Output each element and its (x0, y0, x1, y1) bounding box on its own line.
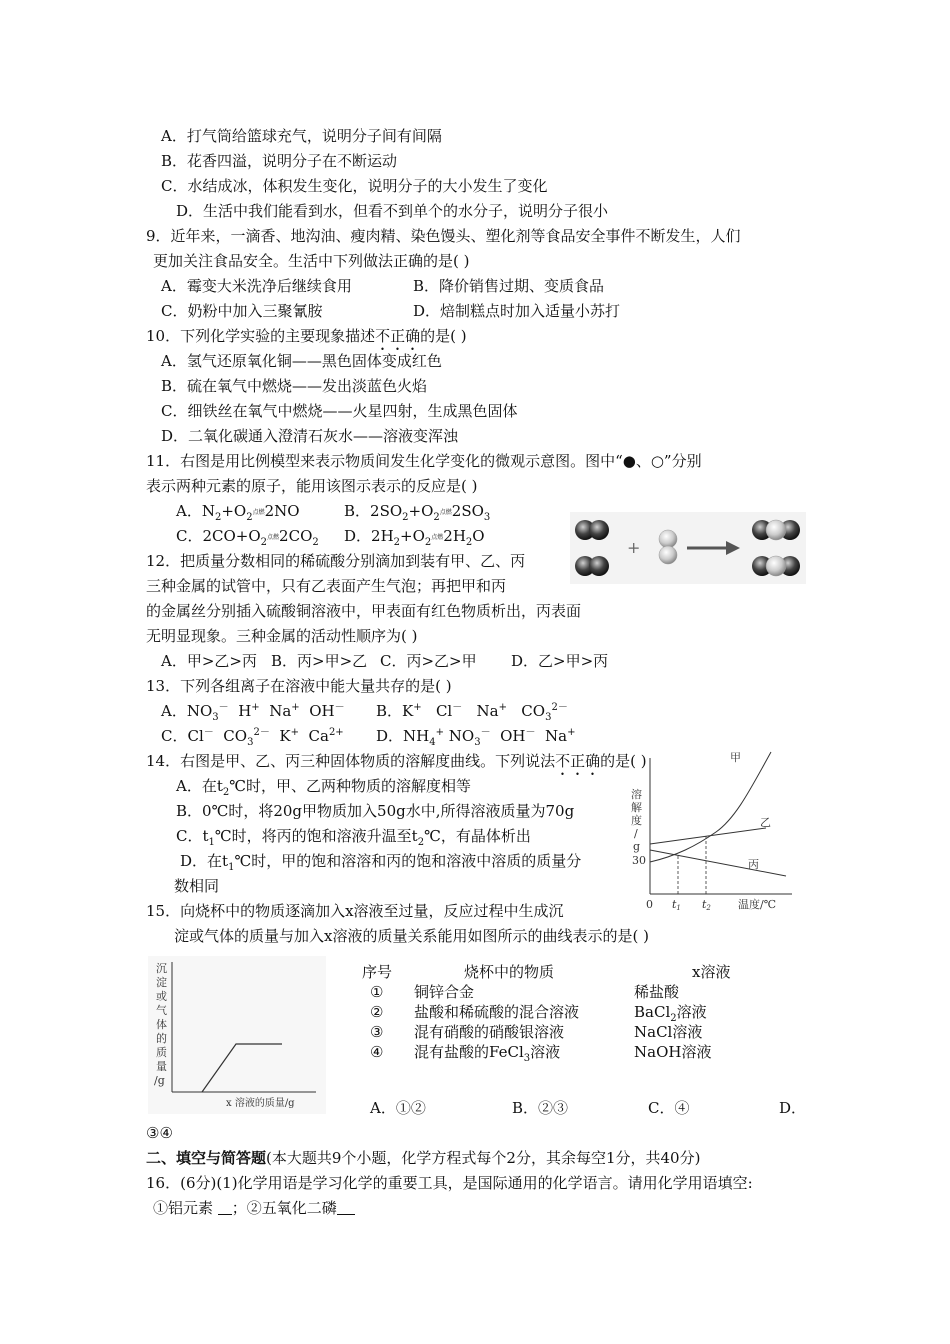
table-row-4-substance: 混有盐酸的FeCl$_3$溶液 (414, 1043, 561, 1064)
q16-part1: ①铝元素 ；②五氧化二磷 (153, 1198, 355, 1218)
q15-option-c: C．④ (648, 1099, 690, 1117)
product-molecule-2 (752, 556, 800, 576)
q12-option-c: C．丙>乙>甲 (380, 652, 477, 670)
q12-stem-4: 无明显现象。三种金属的活动性顺序为( ) (146, 627, 418, 645)
svg-text:气: 气 (156, 1004, 167, 1017)
q15-option-b: B．②③ (512, 1099, 569, 1117)
table-row-1-substance: 铜锌合金 (414, 983, 475, 1001)
q11-stem: 11．右图是用比例模型来表示物质间发生化学变化的微观示意图。图中“●、○”分别 (146, 452, 702, 470)
q10-option-c: C．细铁丝在氧气中燃烧——火星四射，生成黑色固体 (161, 402, 518, 420)
svg-text:量: 量 (156, 1060, 167, 1073)
q13-option-d: D．$NH_4^+$ $NO_3^-$ OH－ Na+ (376, 727, 576, 748)
table-row-4-x: NaOH溶液 (634, 1043, 712, 1061)
table-row-1-x: 稀盐酸 (634, 983, 680, 1001)
table-row-3-x: NaCl溶液 (634, 1023, 703, 1041)
svg-text:/g: /g (154, 1074, 165, 1087)
svg-text:度: 度 (631, 814, 642, 827)
q9-option-a: A．霉变大米洗净后继续食用 (161, 277, 352, 295)
curve-bing (650, 850, 786, 876)
q9-option-b: B．降价销售过期、变质食品 (413, 277, 605, 295)
q16-stem: 16．(6分)(1)化学用语是学习化学的重要工具，是国际通用的化学语言。请用化学用语填空: (146, 1174, 753, 1192)
svg-text:或: 或 (156, 990, 167, 1003)
q14-option-b: B．0℃时，将20g甲物质加入50g水中,所得溶液质量为70g (176, 802, 575, 820)
svg-text:/: / (634, 827, 638, 840)
q9-stem-cont: 更加关注食品安全。生活中下列做法正确的是( ) (153, 252, 470, 270)
table-row-3-no: ③ (370, 1023, 384, 1041)
mass-x-axis-label: x 溶液的质量/g (226, 1098, 295, 1109)
molecule-reaction-diagram (570, 512, 806, 584)
x-tick-0: 0 (646, 898, 653, 911)
x-tick-t1: t1 (672, 898, 681, 912)
q12-stem: 12．把质量分数相同的稀硫酸分别滴加到装有甲、乙、丙 (146, 552, 526, 570)
q13-option-b: B．K+ Cl－ Na+ $CO_3^{2-}$ (376, 702, 568, 723)
svg-text:沉: 沉 (156, 962, 167, 975)
q12-option-d: D．乙>甲>丙 (511, 652, 609, 670)
svg-text:溶: 溶 (631, 788, 642, 801)
q14-option-c: C．$t_1℃$时，将丙的饱和溶液升温至$t_2℃$，有晶体析出 (176, 827, 531, 848)
q8-option-c: C．水结成冰，体积发生变化，说明分子的大小发生了变化 (161, 177, 548, 195)
q12-stem-3: 的金属丝分别插入硫酸铜溶液中，甲表面有红色物质析出，丙表面 (146, 602, 582, 620)
q11-stem-cont: 表示两种元素的原子，能用该图示表示的反应是( ) (146, 477, 478, 495)
product-molecule-1 (752, 520, 800, 540)
q15-option-d-cont: ③④ (146, 1124, 173, 1142)
q8-option-a: A．打气筒给篮球充气，说明分子间有间隔 (161, 127, 442, 145)
plus-sign: + (627, 538, 641, 557)
q15-stem-cont: 淀或气体的质量与加入x溶液的质量关系能用如图所示的曲线表示的是( ) (174, 927, 649, 945)
table-header-x: x溶液 (692, 963, 731, 981)
svg-text:质: 质 (156, 1046, 167, 1059)
q9-stem: 9．近年来，一滴香、地沟油、瘦肉精、染色馒头、塑化剂等食品安全事件不断发生，人们 (146, 227, 741, 245)
q10-option-a: A．氢气还原氧化铜——黑色固体变成红色 (161, 352, 442, 370)
svg-text:的: 的 (156, 1032, 167, 1045)
q12-stem-2: 三种金属的试管中，只有乙表面产生气泡；再把甲和丙 (146, 577, 507, 595)
answer-blank-1 (218, 1200, 232, 1215)
q14-option-a: A．在$t_2℃$时，甲、乙两种物质的溶解度相等 (176, 777, 472, 798)
q13-option-c: C．Cl－ $CO_3^{2-}$ K+ $Ca^{2+}$ (161, 727, 344, 748)
svg-text:解: 解 (631, 801, 642, 814)
q9-option-d: D．焙制糕点时加入适量小苏打 (413, 302, 621, 320)
table-row-4-no: ④ (370, 1043, 384, 1061)
table-row-2-x: BaCl$_2$溶液 (634, 1003, 707, 1024)
table-row-2-no: ② (370, 1003, 384, 1021)
table-row-3-substance: 混有硝酸的硝酸银溶液 (414, 1023, 565, 1041)
reactant-molecule-1 (575, 520, 609, 540)
q11-option-c: C．$2CO+O_2$点燃$2CO_2$ (176, 527, 319, 548)
label-jia: 甲 (730, 751, 741, 764)
q13-option-a: A．$NO_3^-$ H+ Na+ OH－ (161, 702, 345, 723)
curve-yi (650, 828, 766, 844)
answer-blank-2 (337, 1200, 355, 1215)
y-tick-30: 30 (632, 854, 646, 867)
q11-option-b: B．$2SO_2+O_2$点燃$2SO_3$ (344, 502, 491, 523)
reactant-molecule-2 (575, 556, 609, 576)
svg-text:体: 体 (156, 1018, 167, 1031)
solubility-curve-chart (626, 748, 798, 916)
q9-option-c: C．奶粉中加入三聚氰胺 (161, 302, 323, 320)
label-yi: 乙 (760, 816, 771, 829)
x-axis-label: 温度/℃ (738, 898, 777, 911)
curve-jia (650, 752, 771, 862)
q12-option-b: B．丙>甲>乙 (271, 652, 368, 670)
mass-y-axis-label (154, 962, 167, 1087)
svg-text:g: g (633, 840, 641, 853)
q11-option-d: D．$2H_2+O_2$点燃$2H_2O$ (344, 527, 485, 548)
q15-stem: 15．向烧杯中的物质逐滴加入x溶液至过量，反应过程中生成沉 (146, 902, 564, 920)
q8-option-b: B．花香四溢，说明分子在不断运动 (161, 152, 398, 170)
q12-option-a: A．甲>乙>丙 (161, 652, 257, 670)
q14-stem: 14．右图是甲、乙、丙三种固体物质的溶解度曲线。下列说法不正确的是( ) (146, 752, 647, 770)
q8-option-d: D．生活中我们能看到水，但看不到单个的水分子，说明分子很小 (176, 202, 609, 220)
q15-option-a: A．①② (370, 1099, 426, 1117)
section-2-heading: 二、填空与简答题(本大题共9个小题，化学方程式每个2分，其余每空1分，共40分) (146, 1149, 701, 1167)
q14-option-d: D．在$t_1℃$时，甲的饱和溶溶和丙的饱和溶液中溶质的质量分 (180, 852, 582, 873)
table-header-no: 序号 (362, 963, 393, 981)
q11-option-a: A．$N_2+O_2$点燃2NO (176, 502, 300, 523)
q10-option-b: B．硫在氧气中燃烧——发出淡蓝色火焰 (161, 377, 428, 395)
y-axis-label (631, 787, 642, 853)
q14-option-d-cont: 数相同 (174, 877, 220, 895)
q10-stem: 10．下列化学实验的主要现象描述不正确的是( ) (146, 327, 467, 345)
q10-option-d: D．二氧化碳通入澄清石灰水——溶液变浑浊 (161, 427, 459, 445)
precipitate-mass-chart (148, 956, 326, 1114)
table-header-substance: 烧杯中的物质 (464, 963, 555, 981)
q15-option-d: D． (779, 1099, 807, 1117)
label-bing: 丙 (748, 858, 759, 871)
x-tick-t2: t2 (702, 898, 711, 912)
svg-text:淀: 淀 (156, 976, 167, 989)
q13-stem: 13．下列各组离子在溶液中能大量共存的是( ) (146, 677, 452, 695)
table-row-2-substance: 盐酸和稀硫酸的混合溶液 (414, 1003, 580, 1021)
table-row-1-no: ① (370, 983, 384, 1001)
